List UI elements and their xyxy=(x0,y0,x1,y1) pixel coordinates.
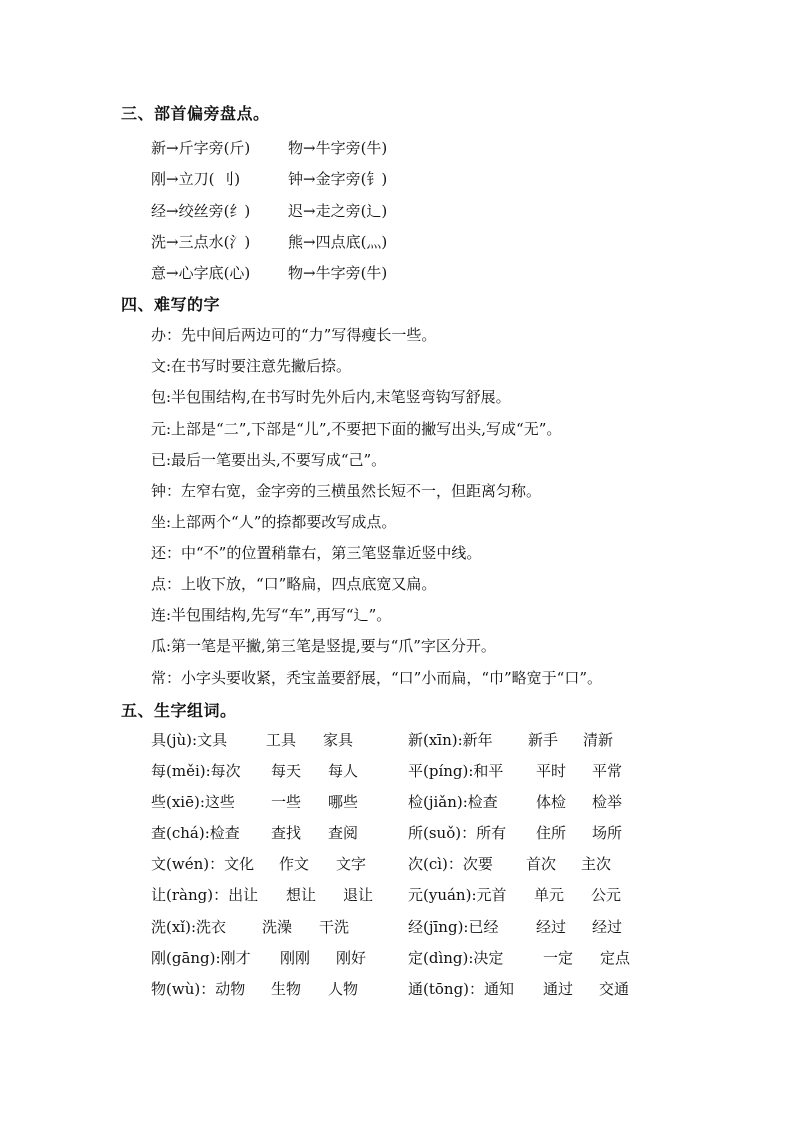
word-item: 平时 xyxy=(536,762,567,780)
word-item: 哪些 xyxy=(328,793,359,811)
word-item: 生物 xyxy=(271,980,302,998)
word-item: 家具 xyxy=(323,731,354,749)
word-item: 文字 xyxy=(336,855,367,873)
radical-row-1-right: 物→牛字旁(牛) xyxy=(288,139,388,157)
word-item: 刚好 xyxy=(336,949,367,967)
hard-char-item: 元:上部是“二”,下部是“儿”,不要把下面的撇写出头,写成“无”。 xyxy=(151,420,562,438)
word-head: 每(měi):每次 xyxy=(151,762,241,780)
word-item: 定点 xyxy=(600,949,631,967)
word-item: 查找 xyxy=(271,824,302,842)
word-item: 想让 xyxy=(286,886,317,904)
radical-row-2-left: 刚→立刀( 刂) xyxy=(151,170,241,188)
word-head: 查(chá):检查 xyxy=(151,824,240,842)
word-item: 首次 xyxy=(526,855,557,873)
word-head: 经(jīng):已经 xyxy=(408,918,499,936)
radical-row-3-left: 经→绞丝旁(纟) xyxy=(151,202,251,220)
hard-char-item: 坐:上部两个“人”的捺都要改写成点。 xyxy=(151,513,397,531)
word-item: 新手 xyxy=(528,731,559,749)
word-item: 检举 xyxy=(592,793,623,811)
word-head: 次(cì)：次要 xyxy=(408,855,493,873)
hard-char-item: 瓜:第一笔是平撇,第三笔是竖提,要与“爪”字区分开。 xyxy=(151,637,496,655)
word-group-right xyxy=(408,916,622,937)
word-item: 主次 xyxy=(581,855,612,873)
word-group-left xyxy=(151,729,353,750)
word-group-left xyxy=(151,822,358,843)
hard-char-item: 点：上收下放，“口”略扁，四点底宽又扁。 xyxy=(151,575,437,593)
word-item: 洗澡 xyxy=(262,918,293,936)
word-head: 所(suǒ)：所有 xyxy=(408,824,507,842)
word-head: 检(jiǎn):检查 xyxy=(408,793,498,811)
hard-char-item: 已:最后一笔要出头,不要写成“己”。 xyxy=(151,451,387,469)
word-head: 具(jù):文具 xyxy=(151,731,228,749)
radical-row-5-right: 物→牛字旁(牛) xyxy=(288,264,388,282)
word-group-right xyxy=(408,791,622,812)
word-group-right xyxy=(408,760,622,781)
word-head: 些(xiē):这些 xyxy=(151,793,235,811)
word-group-left xyxy=(151,916,349,937)
word-item: 工具 xyxy=(266,731,297,749)
word-item: 刚刚 xyxy=(280,949,311,967)
word-item: 每人 xyxy=(328,762,359,780)
word-group-right xyxy=(408,853,611,874)
word-item: 通过 xyxy=(543,980,574,998)
word-head: 文(wén)：文化 xyxy=(151,855,255,873)
section3-title: 三、部首偏旁盘点。 xyxy=(121,104,270,123)
word-item: 单元 xyxy=(534,886,565,904)
word-item: 作文 xyxy=(279,855,310,873)
word-item: 体检 xyxy=(536,793,567,811)
word-item: 干洗 xyxy=(319,918,350,936)
hard-char-item: 办：先中间后两边可的“力”写得瘦长一些。 xyxy=(151,326,437,344)
word-item: 每天 xyxy=(271,762,302,780)
radical-row-5-left: 意→心字底(心) xyxy=(151,264,251,282)
word-group-left xyxy=(151,978,358,999)
hard-char-item: 连:半包围结构,先写“车”,再写“辶”。 xyxy=(151,606,392,624)
hard-char-item: 还：中“不”的位置稍靠右，第三笔竖靠近竖中线。 xyxy=(151,544,482,562)
word-head: 通(tōng)：通知 xyxy=(408,980,515,998)
word-head: 新(xīn):新年 xyxy=(408,731,493,749)
word-head: 元(yuán):元首 xyxy=(408,886,507,904)
radical-row-4-left: 洗→三点水(氵) xyxy=(151,233,251,251)
word-item: 交通 xyxy=(599,980,630,998)
word-head: 定(dìng):决定 xyxy=(408,949,504,967)
word-group-right xyxy=(408,822,622,843)
word-item: 经过 xyxy=(536,918,567,936)
word-item: 一定 xyxy=(543,949,574,967)
word-item: 退让 xyxy=(343,886,374,904)
word-head: 平(píng):和平 xyxy=(408,762,504,780)
word-group-right xyxy=(408,978,629,999)
word-group-left xyxy=(151,884,373,905)
word-head: 洗(xǐ):洗衣 xyxy=(151,918,227,936)
word-item: 公元 xyxy=(591,886,622,904)
word-item: 查阅 xyxy=(328,824,359,842)
radical-row-3-right: 迟→走之旁(辶) xyxy=(288,202,388,220)
hard-char-item: 包:半包围结构,在书写时先外后内,末笔竖弯钩写舒展。 xyxy=(151,388,511,406)
radical-row-2-right: 钟→金字旁(钅) xyxy=(288,170,388,188)
section5-title: 五、生字组词。 xyxy=(121,701,237,720)
word-group-right xyxy=(408,947,630,968)
section4-title: 四、难写的字 xyxy=(121,295,221,314)
word-item: 场所 xyxy=(592,824,623,842)
word-item: 平常 xyxy=(592,762,623,780)
word-item: 经过 xyxy=(592,918,623,936)
word-group-right xyxy=(408,729,613,750)
hard-char-item: 常：小字头要收紧，秃宝盖要舒展，“口”小而扁，“巾”略宽于“口”。 xyxy=(151,669,603,687)
word-head: 物(wù)：动物 xyxy=(151,980,246,998)
word-item: 住所 xyxy=(536,824,567,842)
word-head: 让(ràng)：出让 xyxy=(151,886,259,904)
word-item: 清新 xyxy=(583,731,614,749)
word-group-left xyxy=(151,791,358,812)
radical-row-1-left: 新→斤字旁(斤) xyxy=(151,139,251,157)
word-group-left xyxy=(151,760,358,781)
hard-char-item: 钟：左窄右宽，金字旁的三横虽然长短不一，但距离匀称。 xyxy=(151,482,542,500)
word-group-right xyxy=(408,884,621,905)
word-item: 一些 xyxy=(271,793,302,811)
word-group-left xyxy=(151,947,366,968)
radical-row-4-right: 熊→四点底(灬) xyxy=(288,233,388,251)
hard-char-item: 文:在书写时要注意先撇后捺。 xyxy=(151,357,352,375)
word-head: 刚(gāng):刚才 xyxy=(151,949,251,967)
word-item: 人物 xyxy=(328,980,359,998)
word-group-left xyxy=(151,853,366,874)
